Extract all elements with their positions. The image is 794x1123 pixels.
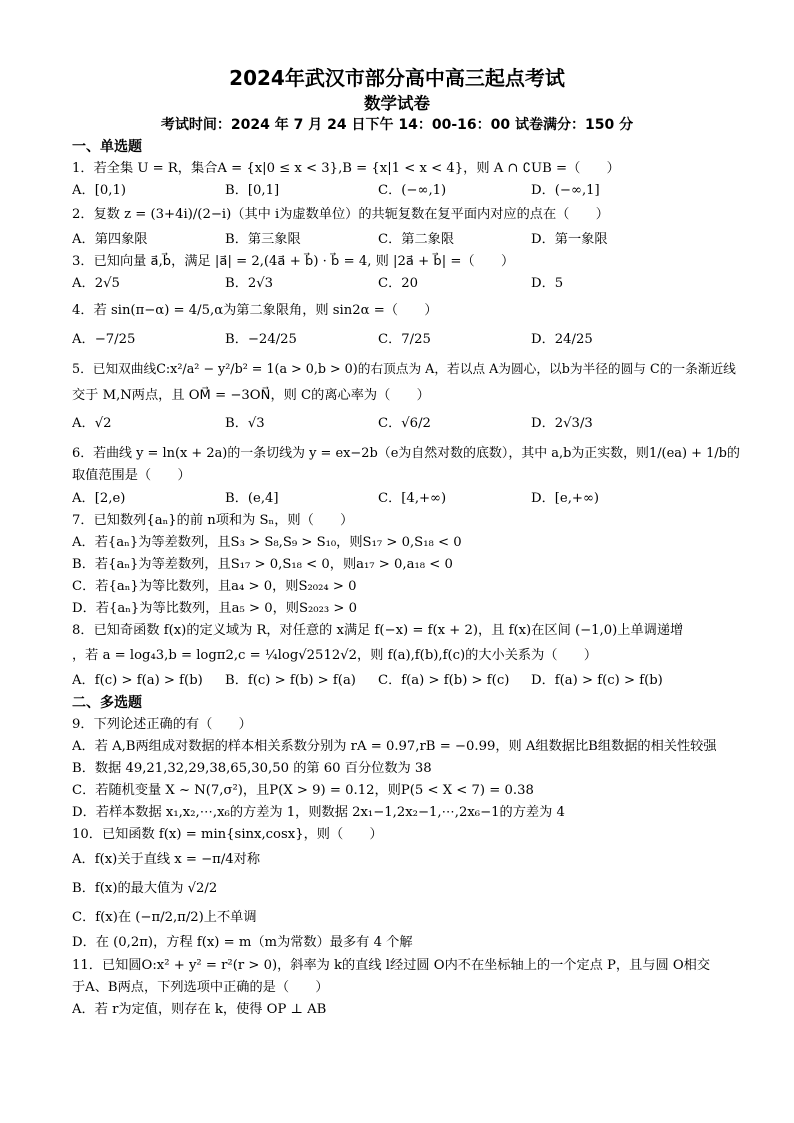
q2-option-c: C．第二象限: [378, 232, 455, 247]
q9-option-d: D．若样本数据 x₁,x₂,⋯,x₆的方差为 1，则数据 2x₁−1,2x₂−1,⋯,2x₆−1的方差为 4: [72, 805, 565, 820]
q8-option-c: C．f(a) > f(b) > f(c): [378, 673, 510, 688]
q10-option-c: C．f(x)在 (−π/2,π/2)上不单调: [72, 910, 257, 925]
q4-stem: 4．若 sin(π−α) = 4/5,α为第二象限角，则 sin2α =（ ）: [72, 303, 438, 318]
q3-options: [72, 273, 742, 295]
q3-option-a: A．2√5: [72, 276, 120, 291]
q2-option-d: D．第一象限: [531, 232, 608, 247]
q7-stem: 7．已知数列{aₙ}的前 n项和为 Sₙ，则（ ）: [72, 513, 354, 528]
q6-option-d: D．[e,+∞): [531, 491, 600, 506]
q5-option-d: D．2√3/3: [531, 416, 593, 431]
q10-stem: 10．已知函数 f(x) = min{sinx,cosx}，则（ ）: [72, 827, 383, 842]
q4-option-c: C．7/25: [378, 332, 431, 347]
q2-options: [72, 229, 742, 251]
q4-option-d: D．24/25: [531, 332, 593, 347]
q11-option-a: A．若 r为定值，则存在 k，使得 OP ⊥ AB: [72, 1002, 327, 1017]
q6-stem-line1: 6．若曲线 y = ln(x + 2a)的一条切线为 y = ex−2b（e为自然对数的底数），其中 a,b为正实数，则1/(ea) + 1/b的: [72, 446, 740, 461]
q7-option-d: D．若{aₙ}为等比数列，且a₅ > 0，则S₂₀₂₃ > 0: [72, 601, 357, 616]
q8-options: [72, 670, 742, 692]
q5-options: [72, 413, 742, 435]
exam-subject: 数学试卷: [364, 94, 430, 113]
q4-options: [72, 329, 742, 351]
q3-option-c: C．20: [378, 276, 419, 291]
q11-stem-line2: 于A、B两点，下列选项中正确的是（ ）: [72, 980, 329, 995]
q1-option-b: B．[0,1]: [225, 183, 280, 198]
q5-stem-line1: 5．已知双曲线C:x²/a² − y²/b² = 1(a > 0,b > 0)的右顶点为 A，若以点 A为圆心，以b为半径的圆与 C的一条渐近线: [72, 361, 736, 376]
section-multiple-choice: 二、多选题: [72, 695, 142, 711]
exam-info: 考试时间：2024 年 7 月 24 日下午 14：00-16：00 试卷满分：150 分: [160, 117, 634, 133]
q10-option-d: D．在 (0,2π)，方程 f(x) = m（m为常数）最多有 4 个解: [72, 935, 413, 950]
q10-option-a: A．f(x)关于直线 x = −π/4对称: [72, 852, 261, 867]
q8-stem-line2: ，若 a = log₄3,b = logπ2,c = ¼log√2512√2，则 f(a),f(b),f(c)的大小关系为（ ）: [72, 648, 598, 663]
q8-option-d: D．f(a) > f(c) > f(b): [531, 673, 663, 688]
q1-options: [72, 180, 742, 202]
q8-option-a: A．f(c) > f(a) > f(b): [72, 673, 203, 688]
q5-option-b: B．√3: [225, 416, 265, 431]
q8-option-b: B．f(c) > f(b) > f(a): [225, 673, 356, 688]
q7-option-b: B．若{aₙ}为等差数列，且S₁₇ > 0,S₁₈ < 0，则a₁₇ > 0,a₁₈ < 0: [72, 557, 453, 572]
q3-option-b: B．2√3: [225, 276, 274, 291]
q6-stem-line2: 取值范围是（ ）: [72, 468, 191, 483]
q2-stem: 2．复数 z = (3+4i)/(2−i)（其中 i为虚数单位）的共轭复数在复平面内对应的点在（ ）: [72, 207, 609, 222]
q9-option-c: C．若随机变量 X ~ N(7,σ²)，且P(X > 9) = 0.12，则P(5 < X < 7) = 0.38: [72, 783, 534, 798]
q6-option-b: B．(e,4]: [225, 491, 279, 506]
q7-option-c: C．若{aₙ}为等比数列，且a₄ > 0，则S₂₀₂₄ > 0: [72, 579, 357, 594]
exam-title: 2024年武汉市部分高中高三起点考试: [229, 66, 565, 90]
q9-option-b: B．数据 49,21,32,29,38,65,30,50 的第 60 百分位数为 38: [72, 761, 432, 776]
q6-option-c: C．[4,+∞): [378, 491, 447, 506]
q3-option-d: D．5: [531, 276, 564, 291]
q5-option-c: C．√6/2: [378, 416, 431, 431]
q10-option-b: B．f(x)的最大值为 √2/2: [72, 881, 218, 896]
q9-option-a: A．若 A,B两组成对数据的样本相关系数分别为 rA = 0.97,rB = −0.99，则 A组数据比B组数据的相关性较强: [72, 739, 717, 754]
q1-option-a: A．[0,1): [72, 183, 126, 198]
q7-option-a: A．若{aₙ}为等差数列，且S₃ > S₈,S₉ > S₁₀，则S₁₇ > 0,S₁₈ < 0: [72, 535, 462, 550]
q1-stem: 1．若全集 U = R，集合A = {x|0 ≤ x < 3},B = {x|1 < x < 4}，则 A ∩ ∁UB =（ ）: [72, 161, 620, 176]
q11-stem-line1: 11．已知圆O:x² + y² = r²(r > 0)，斜率为 k的直线 l经过圆 O内不在坐标轴上的一个定点 P，且与圆 O相交: [72, 958, 711, 973]
q4-option-b: B．−24/25: [225, 332, 297, 347]
q1-option-c: C．(−∞,1): [378, 183, 447, 198]
q4-option-a: A．−7/25: [72, 332, 136, 347]
q1-option-d: D．(−∞,1]: [531, 183, 600, 198]
q8-stem-line1: 8．已知奇函数 f(x)的定义域为 R，对任意的 x满足 f(−x) = f(x + 2)，且 f(x)在区间 (−1,0)上单调递增: [72, 623, 684, 638]
q3-stem: 3．已知向量 a⃗,b⃗，满足 |a⃗| = 2,(4a⃗ + b⃗) · b⃗ = 4, 则 |2a⃗ + b⃗| =（ ）: [72, 254, 515, 269]
section-single-choice: 一、单选题: [72, 139, 142, 155]
q2-option-a: A．第四象限: [72, 232, 148, 247]
q6-options: [72, 488, 742, 510]
q6-option-a: A．[2,e): [72, 491, 126, 506]
q5-option-a: A．√2: [72, 416, 112, 431]
q5-stem-line2: 交于 M,N两点，且 OM⃗ = −3ON⃗，则 C的离心率为（ ）: [72, 388, 430, 403]
q9-stem: 9．下列论述正确的有（ ）: [72, 717, 252, 732]
q2-option-b: B．第三象限: [225, 232, 301, 247]
